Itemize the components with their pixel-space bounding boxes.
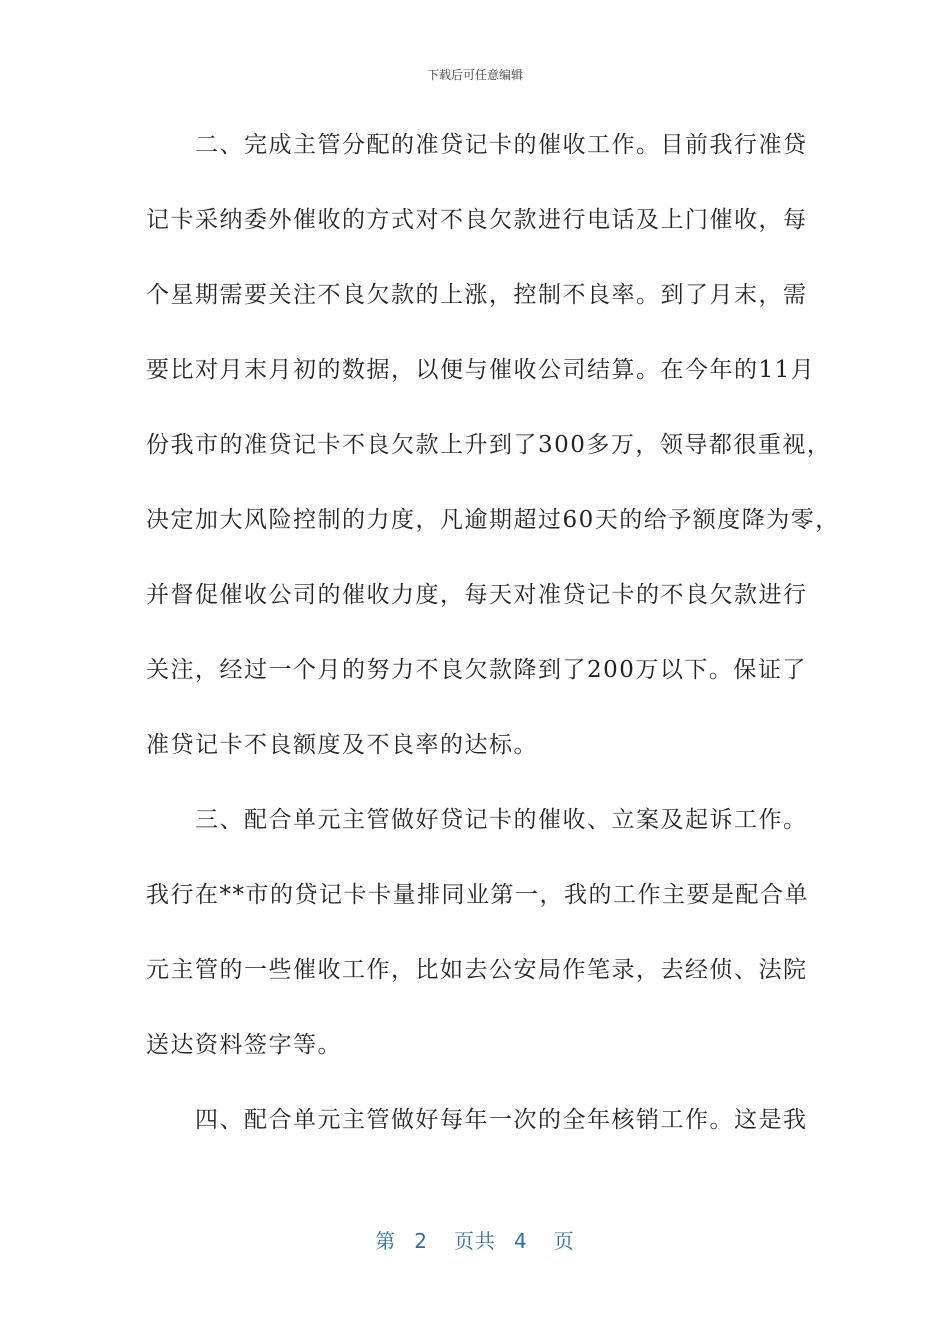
- header-note: 下载后可任意编辑: [426, 68, 523, 82]
- text-line: 准贷记卡不良额度及不良率的达标。: [146, 732, 538, 758]
- text-line: 关注，经过一个月的努力不良欠款降到了200万以下。保证了: [146, 657, 807, 683]
- footer-middle: 页共: [454, 1229, 496, 1253]
- text-line: 四、配合单元主管做好每年一次的全年核销工作。这是我: [146, 1107, 808, 1133]
- text-line: 记卡采纳委外催收的方式对不良欠款进行电话及上门催收，每: [146, 207, 808, 233]
- footer-suffix: 页: [553, 1229, 575, 1253]
- footer-page-number: 2: [414, 1229, 428, 1253]
- text-line: 决定加大风险控制的力度，凡逾期超过60天的给予额度降为零，: [146, 507, 840, 533]
- footer-total-pages: 4: [514, 1229, 528, 1253]
- text-line: 我行在**市的贷记卡卡量排同业第一，我的工作主要是配合单: [146, 882, 809, 908]
- text-line: 送达资料签字等。: [146, 1032, 342, 1058]
- text-line: 三、配合单元主管做好贷记卡的催收、立案及起诉工作。: [146, 807, 808, 833]
- text-line: 要比对月末月初的数据，以便与催收公司结算。在今年的11月: [146, 357, 816, 383]
- document-body: [146, 120, 840, 1170]
- text-line: 并督促催收公司的催收力度，每天对准贷记卡的不良欠款进行: [146, 582, 808, 608]
- text-line: 个星期需要关注不良欠款的上涨，控制不良率。到了月末，需: [146, 282, 808, 308]
- text-line: 元主管的一些催收工作，比如去公安局作笔录，去经侦、法院: [146, 957, 808, 983]
- text-line: 份我市的准贷记卡不良欠款上升到了300多万，领导都很重视，: [146, 432, 832, 458]
- footer-prefix: 第: [375, 1229, 397, 1253]
- text-line: 二、完成主管分配的准贷记卡的催收工作。目前我行准贷: [146, 132, 808, 158]
- page-footer: [0, 1225, 950, 1254]
